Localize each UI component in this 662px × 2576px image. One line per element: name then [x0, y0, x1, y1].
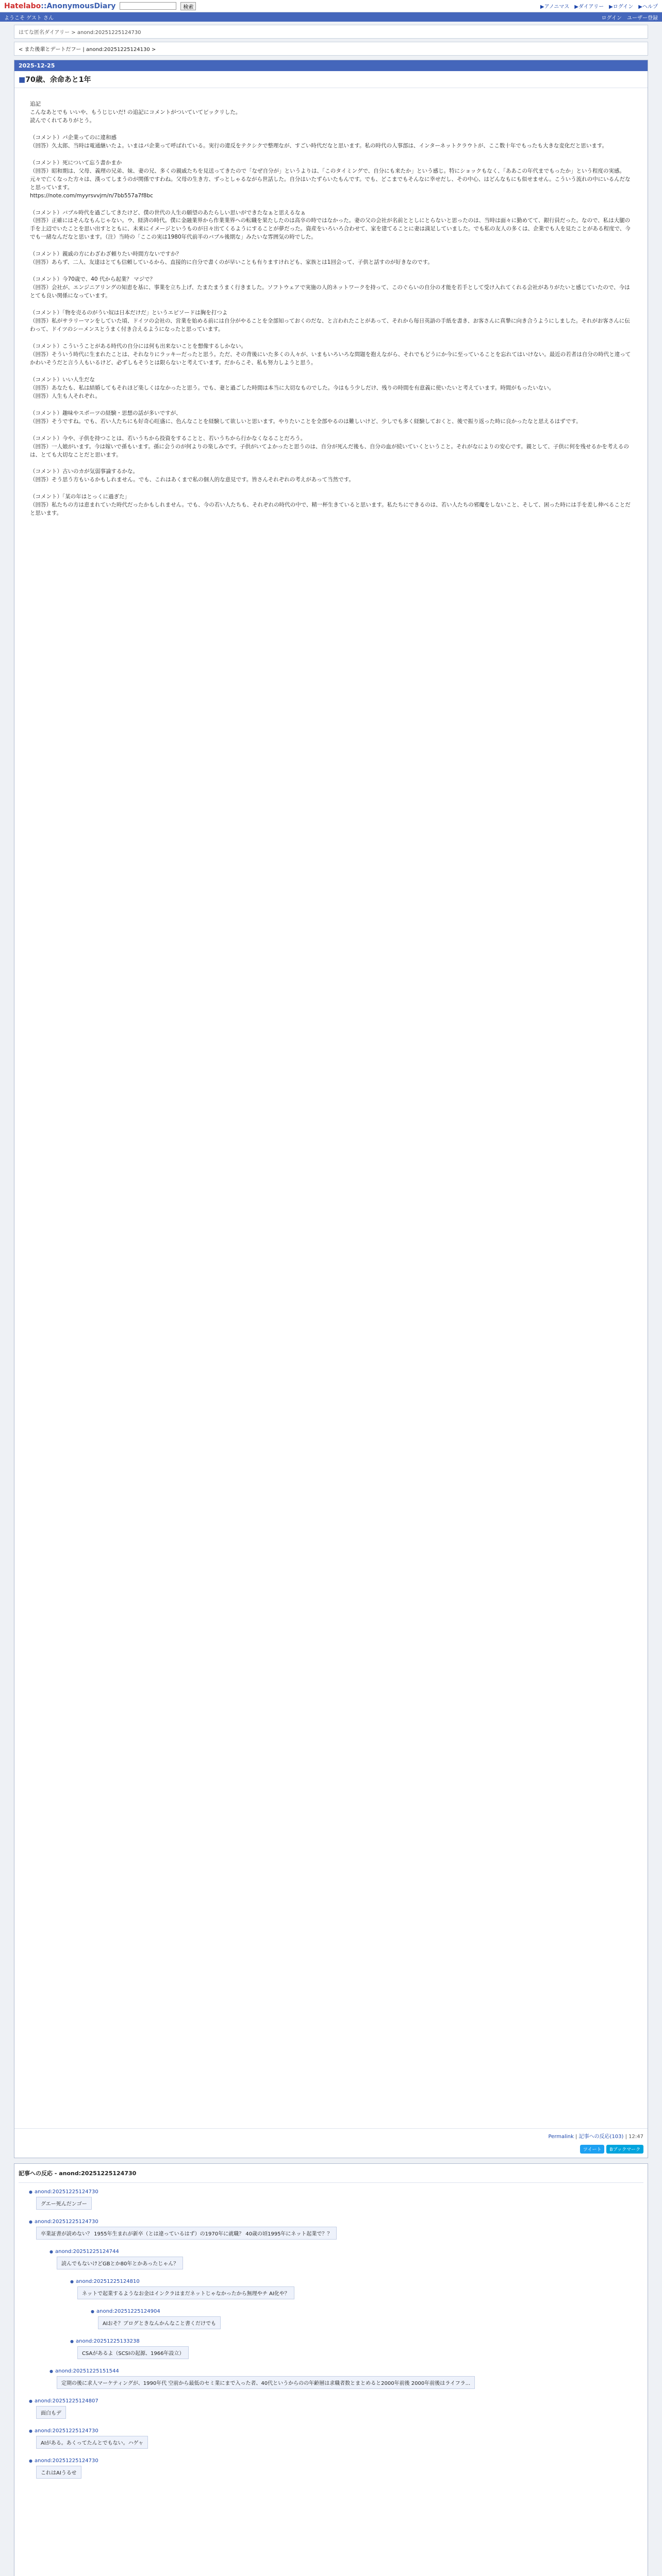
reaction-text: グエー死んだンゴー	[36, 2197, 92, 2210]
reaction-text: 定期の後に求人マーケティングが、1990年代 空前から最低のセミ業にまで入った者、40代というからのの年齢層は求職者数とまとめると2000年前後 2000年前後はライフラ...	[57, 2376, 475, 2389]
register-link[interactable]: ユーザー登録	[627, 15, 658, 21]
paragraph: （コメント）今70歳で、40 代から起業？ マジで？ （回答）会社が、エンジニアリングの知恵を基に、事業を立ち上げ、たまたまうまく行きました。ソフトウェアで実施の人的ネットワークを持って、このぐらいの自分の才能を若手として受け入れてくれる会社がありがたいと感じていたので、今はとても良い関係になっています。	[30, 276, 630, 299]
reaction-id-link[interactable]: ● anond:20251225124810	[70, 2279, 140, 2284]
search-button[interactable]: 検索	[180, 2, 196, 10]
paragraph: （コメント）「物を売るのがうい奴は日本だけだ」というエピソードは胸を打つよ （回答）私がサラリーマンをしていた頃、ドイツの会社の、営業を始める前には自分がやることを全部知っておくのだな、と言われたことがあって、それから毎日英語の手紙を書き、お客さんに真摯に向き合うようにしました。それがお客さんに伝わって、ドイツのシーメンスとうまく付き合えるようになったと思っています。	[30, 310, 630, 333]
login-link[interactable]: ログイン	[601, 15, 622, 21]
reaction-id-link[interactable]: ● anond:20251225124730	[29, 2428, 98, 2434]
nav-anonymous[interactable]: ▶アノニマス	[540, 4, 570, 10]
reaction-text: 卒業証書が読めない？ 1955年生まれが新卒（とは違っているはず）の1970年に就職？ 40歳の頃1995年にネット起業で？？	[36, 2227, 337, 2240]
tweet-button[interactable]: ツイート	[580, 2145, 605, 2154]
reaction-item	[70, 2337, 643, 2364]
user-bar	[0, 12, 662, 22]
paragraph: （コメント）いい人生だな （回答）あなたも、私は結婚してもそれほど楽しくはなかったと思う。でも、妻と過ごした時間は本当に大切なものでした。今はもう少しだけ、残りの時間を有意義に使いたいと考えています。時間がもったいない。 （回答）人生も人それぞれ。	[30, 376, 555, 399]
reaction-item	[29, 2427, 643, 2454]
paragraph: （コメント）バブル時代を過ごしてきたけど、僕の世代の人生の願望のあたらしい思いができたなぁと思えるなぁ （回答）正確にはそんなもんじゃない。ウ、経済の時代。僕に金融業界から作業業界への転職を果たしたのは高卒の時ではなかった。妻の父の会社が名前ととしにとらないと思ったのは、当時は面々に勤めてて、銀行員だった。なので、私は大腿の手を上辺でいたことを思い出すとともに、未来にイメージというものが日々出てくるようにすることが夢だった。資産をいろいろ合わせて、家を建てることに妻は満足していました。でも私の友人の多くは、企業でも人を見たことがある程度で、今でも一緒なんだなと思います。（注）当時の「ここの実は1980年代前半のバブル後期な」みたいな雰囲気の時でした。	[30, 209, 631, 241]
reaction-item	[70, 2278, 643, 2304]
nav-help[interactable]: ▶ヘルプ	[638, 4, 658, 10]
entry-footer: Permalink | 記事への反応(103) | 12:47	[14, 2128, 648, 2143]
search-input[interactable]	[120, 2, 176, 10]
main-container	[14, 22, 648, 2576]
reactions-link[interactable]: 記事への反応(103)	[578, 2134, 624, 2140]
paragraph: （コメント）今や、子供を持つことは、若いうちから投資をすることと、若いうちから行かなくなることだろう。 （回答）一人娘がいます。今は嫁いで孫もいます。孫に会うのが何よりの楽しみです。子供がいてよかったと思うのは、自分が死んだ後も、自分の血が続いていくということ。それがなによりの安心です。親として、子供に何を残せるかを考えるのは、とても大切なことだと思います。	[30, 435, 629, 458]
permalink[interactable]: Permalink	[548, 2134, 574, 2140]
nav-login[interactable]: ▶ログイン	[609, 4, 634, 10]
entry-time: 12:47	[628, 2134, 643, 2140]
welcome-link[interactable]: ようこそ ゲスト さん	[4, 15, 54, 21]
paragraph: （コメント）パ企業ってのに違和感 （回答）久太郎、当時は電通継いたよ。いまはパ企業って呼ばれている。実行の違反をテクシクで整理なが、すごい時代だなと思います。私の時代の人事部は、インターネットクラウトが、ここ数十年でもったも大きな変化だと思います。	[30, 134, 608, 149]
reaction-id-link[interactable]: ● anond:20251225151544	[49, 2368, 119, 2374]
reaction-text: AIがある。あくってたんとでもない。ハゲャ	[36, 2436, 148, 2449]
entry-date: 2025-12-25	[14, 60, 648, 71]
reaction-item	[91, 2308, 643, 2334]
site-logo[interactable]: Hatelabo::AnonymousDiary	[4, 2, 116, 10]
entry-title	[14, 71, 648, 88]
reaction-list	[19, 2188, 643, 2484]
nav-diary[interactable]: ▶ダイアリー	[574, 4, 604, 10]
reaction-tree-heading: 記事への反応 - anond:20251225124730	[19, 2167, 643, 2183]
top-bar	[0, 0, 662, 12]
paragraph: （コメント）「某の年はとっくに過ぎた」 （回答）私たちの方は恵まれていた時代だったかもしれません。でも、今の若い人たちも、それぞれの時代の中で、精一杯生きていると思います。私たちにできるのは、若い人たちの邪魔をしないこと、そして、困った時には手を差し伸べることだと思います。	[30, 494, 631, 517]
reaction-id-link[interactable]: ● anond:20251225124807	[29, 2398, 98, 2404]
reaction-text: CSAがあるよ（SCSIの起源、1966年設立）	[77, 2346, 189, 2359]
reaction-item	[29, 2218, 643, 2245]
prev-next-nav[interactable]: < また後輩とデートだフー | anond:20251225124130 >	[14, 42, 648, 56]
reaction-item	[49, 2367, 643, 2394]
reaction-item	[29, 2457, 643, 2484]
share-buttons	[14, 2143, 648, 2158]
reaction-text: これはAIうるせ	[36, 2466, 81, 2479]
reaction-item	[29, 2188, 643, 2215]
reaction-text: AIおそ？ブログときなんかんなこと書くだけでも	[98, 2316, 221, 2329]
paragraph: （コメント）古いのカが気弱事論するかな。 （回答）そう思う方もいるかもしれません。でも、これはあくまで私の個人的な意見です。皆さんそれぞれの考えがあって当然です。	[30, 468, 354, 483]
reaction-text: 面白もデ	[36, 2406, 66, 2419]
paragraph: 追記 こんなあとでも いいや、もうじじいだ! の追記にコメントがついていてビックリした。 読んでくれてありがとう。	[30, 101, 241, 124]
entry-body	[14, 88, 648, 2128]
paragraph: （コメント）趣味やスポーツの経験・思想の話が多いですが、 （回答）そうですね。でも、若い人たちにも好奇心旺盛に、色んなことを経験して欲しいと思います。やりたいことを全部やるのは難しいけど、少しでも多く経験しておくと、後で振り返った時に良かったなと思えるはずです。	[30, 410, 582, 425]
reaction-text: 読んでもないけどGBとか80年とかあったじゃん？	[57, 2257, 183, 2269]
reaction-tree	[14, 2163, 648, 2576]
reaction-id-link[interactable]: ● anond:20251225133238	[70, 2338, 140, 2344]
reaction-item	[49, 2248, 643, 2275]
reaction-id-link[interactable]: ● anond:20251225124730	[29, 2189, 98, 2195]
reaction-id-link[interactable]: ● anond:20251225124744	[49, 2249, 119, 2255]
reaction-id-link[interactable]: ● anond:20251225124730	[29, 2458, 98, 2464]
paragraph: （コメント）こういうことがある時代の自分には何も出来ないことを想像するしかない。 （回答）そういう時代に生まれたことは、それなりにラッキーだったと思う。ただ、その背後にいた多くの人々が、いまもいろいろな問題を抱えながら、それでもどうにか今に至っていることを忘れてはいけない。最近の若者は自分の時代と違ってかわいそうだと言う人もいるけど、必ずしもそうとは限らないと考えています。だからこそ、私も努力しようと思う。	[30, 343, 631, 366]
bookmark-button[interactable]: Bブックマーク	[606, 2145, 643, 2154]
reaction-item	[29, 2397, 643, 2424]
reaction-id-link[interactable]: ● anond:20251225124904	[91, 2309, 160, 2314]
top-nav	[540, 2, 658, 10]
reaction-text: ネットで起業するようなお金はインクラはまだネットじゃなかったから無理やチ AI化や？	[77, 2286, 294, 2299]
reaction-id-link[interactable]: ● anond:20251225124730	[29, 2219, 98, 2225]
entry-title-text: 70歳、余命あと1年	[25, 76, 91, 84]
paragraph: （コメント）死について忘う書かまか （回答）昭和期は、父母、義理の兄弟、妹、妻の兄、多くの親戚たちを見送ってきたので「なぜ自分が」というよりは、「このタイミングで、自分にも来たか」という感じ。特にショックもなく、「ああこの年代までもったか」という程度の実感。元々で亡くなった方々は、漢ってしまうのが関係ですわね。父母の生き方、ずっとしゃるながら世話した。自分はいたずらいたもんです。でも、どこまでもそんなに幸せだし、その中心、はどんなもにも似せません。こういう流れの中にいるんだなと思っています。 https://note.com/myyrsvvjrn/n/7bb557a7f8bc	[30, 159, 631, 199]
paragraph: （コメント）親戚の方にわざわざ頼りたい時間方ないですか？ （回答）あらず、二人、友達はとても信頼しているから、直接的に自分で書くのが早いことも有りますけれども、家族とは1回会って、子供と話すのが好きなのです。	[30, 251, 433, 266]
entry	[14, 60, 648, 2158]
breadcrumb: はてな匿名ダイアリー > anond:20251225124730	[14, 25, 648, 39]
anchor-icon[interactable]: ■	[19, 76, 26, 84]
